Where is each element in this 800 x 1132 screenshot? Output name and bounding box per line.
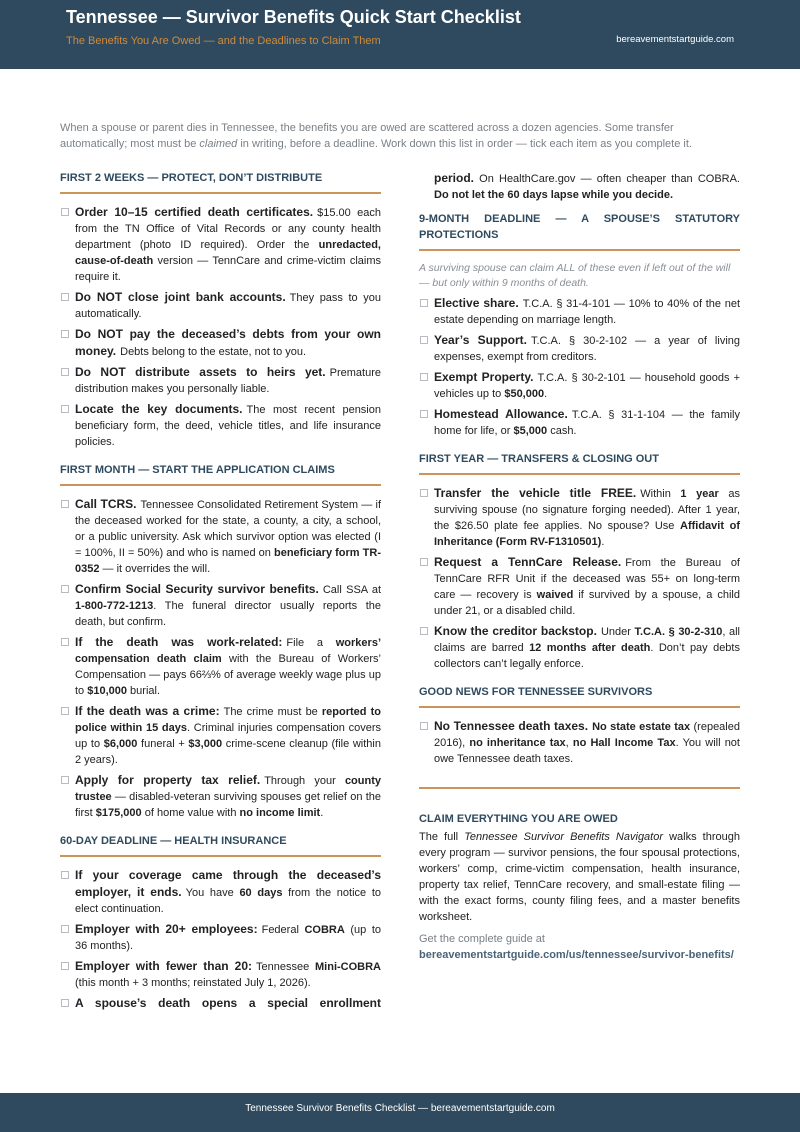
- checkbox[interactable]: [61, 776, 69, 784]
- header-site-link[interactable]: bereavementstartguide.com: [616, 34, 734, 45]
- header-bar: [0, 0, 800, 69]
- checkbox[interactable]: [61, 925, 69, 933]
- checklist-item-call-tcrs[interactable]: Call TCRS. Tennessee Consolidated Retirement System — if the deceased worked for the state, a county, a city, a school, or a public university. Ask which survivor option was elected (I = 100%, II = 50%) and who is named on beneficiary form TR-0352 — it overrides the will.: [60, 496, 381, 577]
- checklist-item-debts[interactable]: Do NOT pay the deceased’s debts from your own money. Debts belong to the estate, not to you.: [60, 326, 381, 360]
- section-title-first-month: FIRST MONTH — START THE APPLICATION CLAIMS: [60, 462, 381, 486]
- checkbox[interactable]: [61, 585, 69, 593]
- checklist-item-coverage-ends[interactable]: If your coverage came through the deceased’s employer, it ends. You have 60 days from the notice to elect continuation.: [60, 867, 381, 917]
- checklist-item-mini-cobra[interactable]: Employer with fewer than 20: Tennessee Mini-COBRA (this month + 3 months; reinstated July 1, 2026).: [60, 958, 381, 991]
- section-title-9-month: 9-MONTH DEADLINE — A SPOUSE’S STATUTORY PROTECTIONS: [419, 211, 740, 251]
- checklist-item-vehicle-title[interactable]: Transfer the vehicle title FREE. Within 1 year as surviving spouse (no signature forging needed). After 1 year, the $26.50 plate fee applies. No spouse? Use Affidavit of Inheritance (Form RV-F1310501).: [419, 485, 740, 550]
- checklist-item-joint-accounts[interactable]: Do NOT close joint bank accounts. They pass to you automatically.: [60, 289, 381, 322]
- checkbox[interactable]: [61, 368, 69, 376]
- checkbox[interactable]: [61, 871, 69, 879]
- checklist-item-exempt-property[interactable]: Exempt Property. T.C.A. § 30-2-101 — household goods + vehicles up to $50,000.: [419, 369, 740, 402]
- checklist-item-property-tax[interactable]: Apply for property tax relief. Through your county trustee — disabled-veteran surviving spouses get relief on the first $175,000 of home value with no income limit.: [60, 772, 381, 821]
- claim-title: CLAIM EVERYTHING YOU ARE OWED: [419, 813, 618, 825]
- checklist-item-years-support[interactable]: Year’s Support. T.C.A. § 30-2-102 — a year of living expenses, exempt from creditors.: [419, 332, 740, 365]
- checklist-item-crime[interactable]: If the death was a crime: The crime must be reported to police within 15 days. Criminal injuries compensation covers up to $6,000 funeral + $3,000 crime-scene cleanup (file within 2 years).: [60, 703, 381, 768]
- checklist-item-tenncare-release[interactable]: Request a TennCare Release. From the Bureau of TennCare RFR Unit if the deceased was 55+ on long-term care — recovery is waived if survived by a spouse, a child under 21, or a disabled child.: [419, 554, 740, 619]
- checkbox[interactable]: [420, 336, 428, 344]
- page-title: Tennessee — Survivor Benefits Quick Start Checklist: [66, 7, 521, 27]
- checkbox[interactable]: [420, 558, 428, 566]
- footer-bar: [0, 1093, 800, 1132]
- checklist-item-homestead[interactable]: Homestead Allowance. T.C.A. § 31-1-104 — the family home for life, or $5,000 cash.: [419, 406, 740, 439]
- footer-text: Tennessee Survivor Benefits Checklist — bereavementstartguide.com: [245, 1103, 555, 1114]
- checklist-item-special-enrollment[interactable]: A spouse’s death opens a special enrollment: [60, 995, 381, 1012]
- checkbox[interactable]: [61, 962, 69, 970]
- intro-paragraph: When a spouse or parent dies in Tennessee, the benefits you are owed are scattered across a dozen agencies. Some transfer automatically; most must be claimed in writing, before a deadline. Work down this list in order — tick each item as you complete it.: [60, 122, 692, 150]
- checkbox[interactable]: [61, 707, 69, 715]
- left-column: [60, 170, 381, 1016]
- checkbox[interactable]: [420, 410, 428, 418]
- checkbox[interactable]: [420, 489, 428, 497]
- divider: [419, 787, 740, 789]
- checkbox[interactable]: [420, 722, 428, 730]
- checklist-item-work-related[interactable]: If the death was work-related: File a workers’ compensation death claim with the Bureau of Workers’ Compensation — pays 66⅔% of average weekly wage plus up to $10,000 burial.: [60, 634, 381, 699]
- checkbox[interactable]: [61, 500, 69, 508]
- section-title-60-day: 60-DAY DEADLINE — HEALTH INSURANCE: [60, 833, 381, 857]
- claim-link-label: Get the complete guide at: [419, 933, 545, 945]
- checkbox[interactable]: [420, 299, 428, 307]
- checkbox[interactable]: [61, 999, 69, 1007]
- checklist-item-special-enrollment-continued: period. On HealthCare.gov — often cheaper than COBRA. Do not let the 60 days lapse while you decide.: [434, 171, 740, 201]
- section-title-first-year: FIRST YEAR — TRANSFERS & CLOSING OUT: [419, 451, 740, 475]
- checklist-item-death-certificates[interactable]: Order 10–15 certified death certificates. $15.00 each from the TN Office of Vital Records or any county health department (photo ID required). Order the unredacted, cause-of-death version — TennCare and crime-victim claims require it.: [60, 204, 381, 285]
- checkbox[interactable]: [61, 638, 69, 646]
- checkbox[interactable]: [420, 627, 428, 635]
- checklist-item-social-security[interactable]: Confirm Social Security survivor benefits. Call SSA at 1-800-772-1213. The funeral director usually reports the death, but confirm.: [60, 581, 381, 630]
- page-subtitle: The Benefits You Are Owed — and the Deadlines to Claim Them: [66, 35, 381, 47]
- claim-guide-link[interactable]: bereavementstartguide.com/us/tennessee/survivor-benefits/: [419, 949, 734, 961]
- section-title-first-2-weeks: FIRST 2 WEEKS — PROTECT, DON’T DISTRIBUTE: [60, 170, 381, 194]
- checklist-item-elective-share[interactable]: Elective share. T.C.A. § 31-4-101 — 10% to 40% of the net estate depending on marriage length.: [419, 295, 740, 328]
- checkbox[interactable]: [61, 293, 69, 301]
- checklist-item-cobra[interactable]: Employer with 20+ employees: Federal COBRA (up to 36 months).: [60, 921, 381, 954]
- right-column: [419, 170, 740, 963]
- checkbox[interactable]: [61, 405, 69, 413]
- checklist-item-creditor-backstop[interactable]: Know the creditor backstop. Under T.C.A. § 30-2-310, all claims are barred 12 months after death. Don’t pay debts collectors can’t legally enforce.: [419, 623, 740, 672]
- claim-body: The full Tennessee Survivor Benefits Navigator walks through every program — survivor pensions, the four spousal protections, workers’ comp, crime-victim compensation, health insurance, property tax relief, TennCare recovery, and small-estate filing — with the exact forms, county filing fees, and a master benefits worksheet.: [419, 831, 740, 923]
- checklist-item-distribute-assets[interactable]: Do NOT distribute assets to heirs yet. Premature distribution makes you personally liable.: [60, 364, 381, 397]
- checklist-item-key-documents[interactable]: Locate the key documents. The most recent pension beneficiary form, the deed, vehicle titles, and life insurance policies.: [60, 401, 381, 450]
- checkbox[interactable]: [420, 373, 428, 381]
- checkbox[interactable]: [61, 208, 69, 216]
- checklist-item-death-taxes[interactable]: No Tennessee death taxes. No state estate tax (repealed 2016), no inheritance tax, no Hall Income Tax. You will not owe Tennessee death taxes.: [419, 718, 740, 767]
- checkbox[interactable]: [61, 330, 69, 338]
- section-note-9-month: A surviving spouse can claim ALL of these even if left out of the will — but only within 9 months of death.: [419, 262, 731, 289]
- section-title-good-news: GOOD NEWS FOR TENNESSEE SURVIVORS: [419, 684, 740, 708]
